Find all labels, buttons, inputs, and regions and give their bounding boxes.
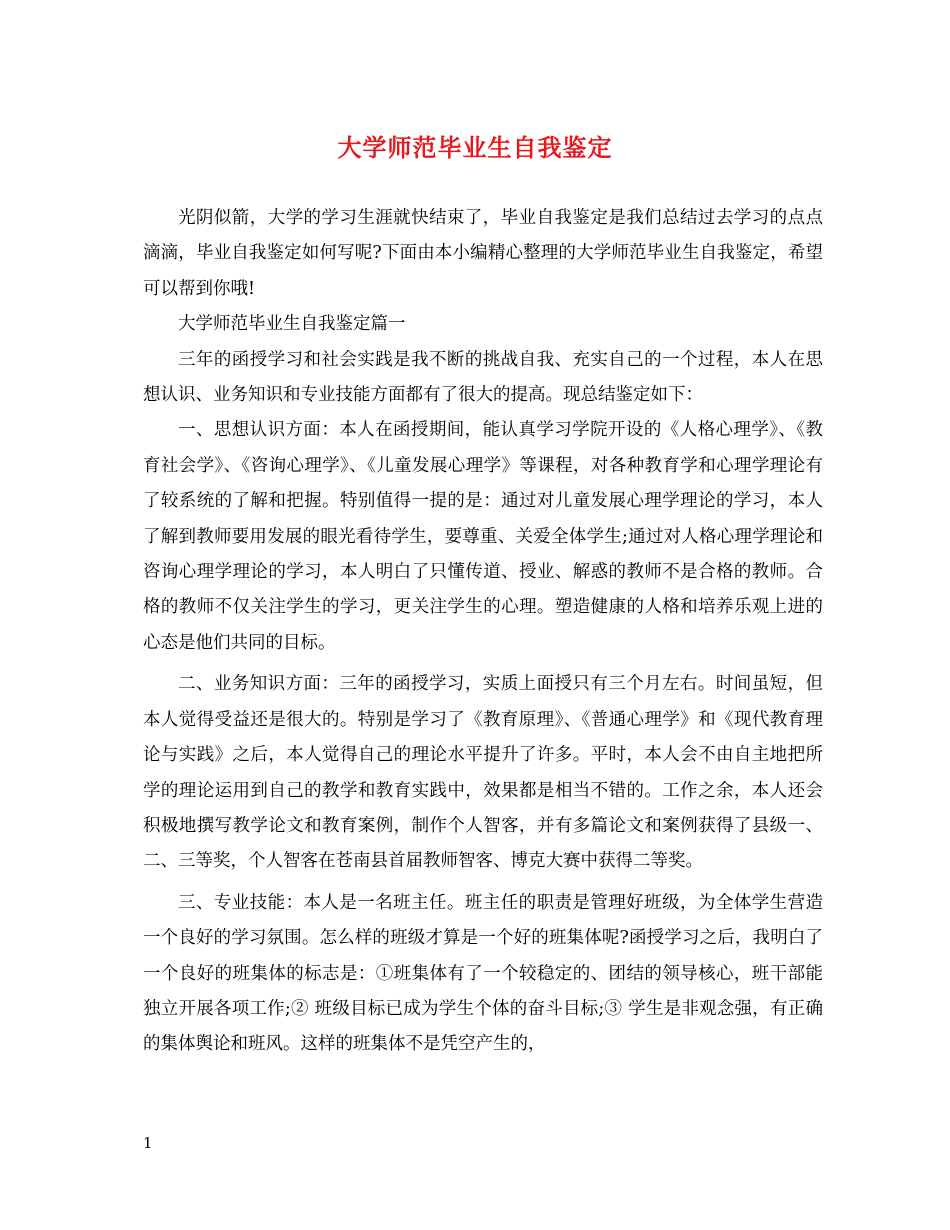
- paragraph-overview: 三年的函授学习和社会实践是我不断的挑战自我、充实自己的一个过程，本人在思想认识、业务知识和专业技能方面都有了很大的提高。现总结鉴定如下：: [143, 349, 823, 406]
- document-title: 大学师范毕业生自我鉴定: [337, 133, 613, 162]
- paragraph-section-heading: 大学师范毕业生自我鉴定篇一: [178, 314, 406, 335]
- document-body: [143, 201, 823, 1063]
- paragraph-business-knowledge: 二、业务知识方面：三年的函授学习，实质上面授只有三个月左右。时间虽短，但本人觉得受益还是很大的。特别是学习了《教育原理》、《普通心理学》和《现代教育理论与实践》之后，本人觉得自己的理论水平提升了许多。平时，本人会不由自主地把所学的理论运用到自己的教学和教育实践中，效果都是相当不错的。工作之余，本人还会积极地撰写教学论文和教育案例，制作个人智客，并有多篇论文和案例获得了县级一、二、三等奖，个人智客在苍南县首届教师智客、博克大赛中获得二等奖。: [143, 674, 823, 872]
- paragraph-professional-skills: 三、专业技能：本人是一名班主任。班主任的职责是管理好班级，为全体学生营造一个良好的学习氛围。怎么样的班级才算是一个好的班集体呢?函授学习之后，我明白了一个良好的班集体的标志是：①班集体有了一个较稳定的、团结的领导核心，班干部能独立开展各项工作;② 班级目标已成为学生个体的奋斗目标;③ 学生是非观念强，有正确的集体舆论和班风。这样的班集体不是凭空产生的，: [143, 892, 823, 1055]
- page-number: 1: [143, 1134, 153, 1152]
- paragraph-intro: 光阴似箭，大学的学习生涯就快结束了，毕业自我鉴定是我们总结过去学习的点点滴滴，毕业自我鉴定如何写呢?下面由本小编精心整理的大学师范毕业生自我鉴定，希望可以帮到你哦!: [143, 208, 823, 299]
- paragraph-thought: 一、思想认识方面：本人在函授期间，能认真学习学院开设的《人格心理学》、《教育社会学》、《咨询心理学》、《儿童发展心理学》等课程，对各种教育学和心理学理论有了较系统的了解和把握。特别值得一提的是：通过对儿童发展心理学理论的学习，本人了解到教师要用发展的眼光看待学生，要尊重、关爱全体学生;通过对人格心理学理论和咨询心理学理论的学习，本人明白了只懂传道、授业、解惑的教师不是合格的教师。合格的教师不仅关注学生的学习，更关注学生的心理。塑造健康的人格和培养乐观上进的心态是他们共同的目标。: [143, 420, 823, 653]
